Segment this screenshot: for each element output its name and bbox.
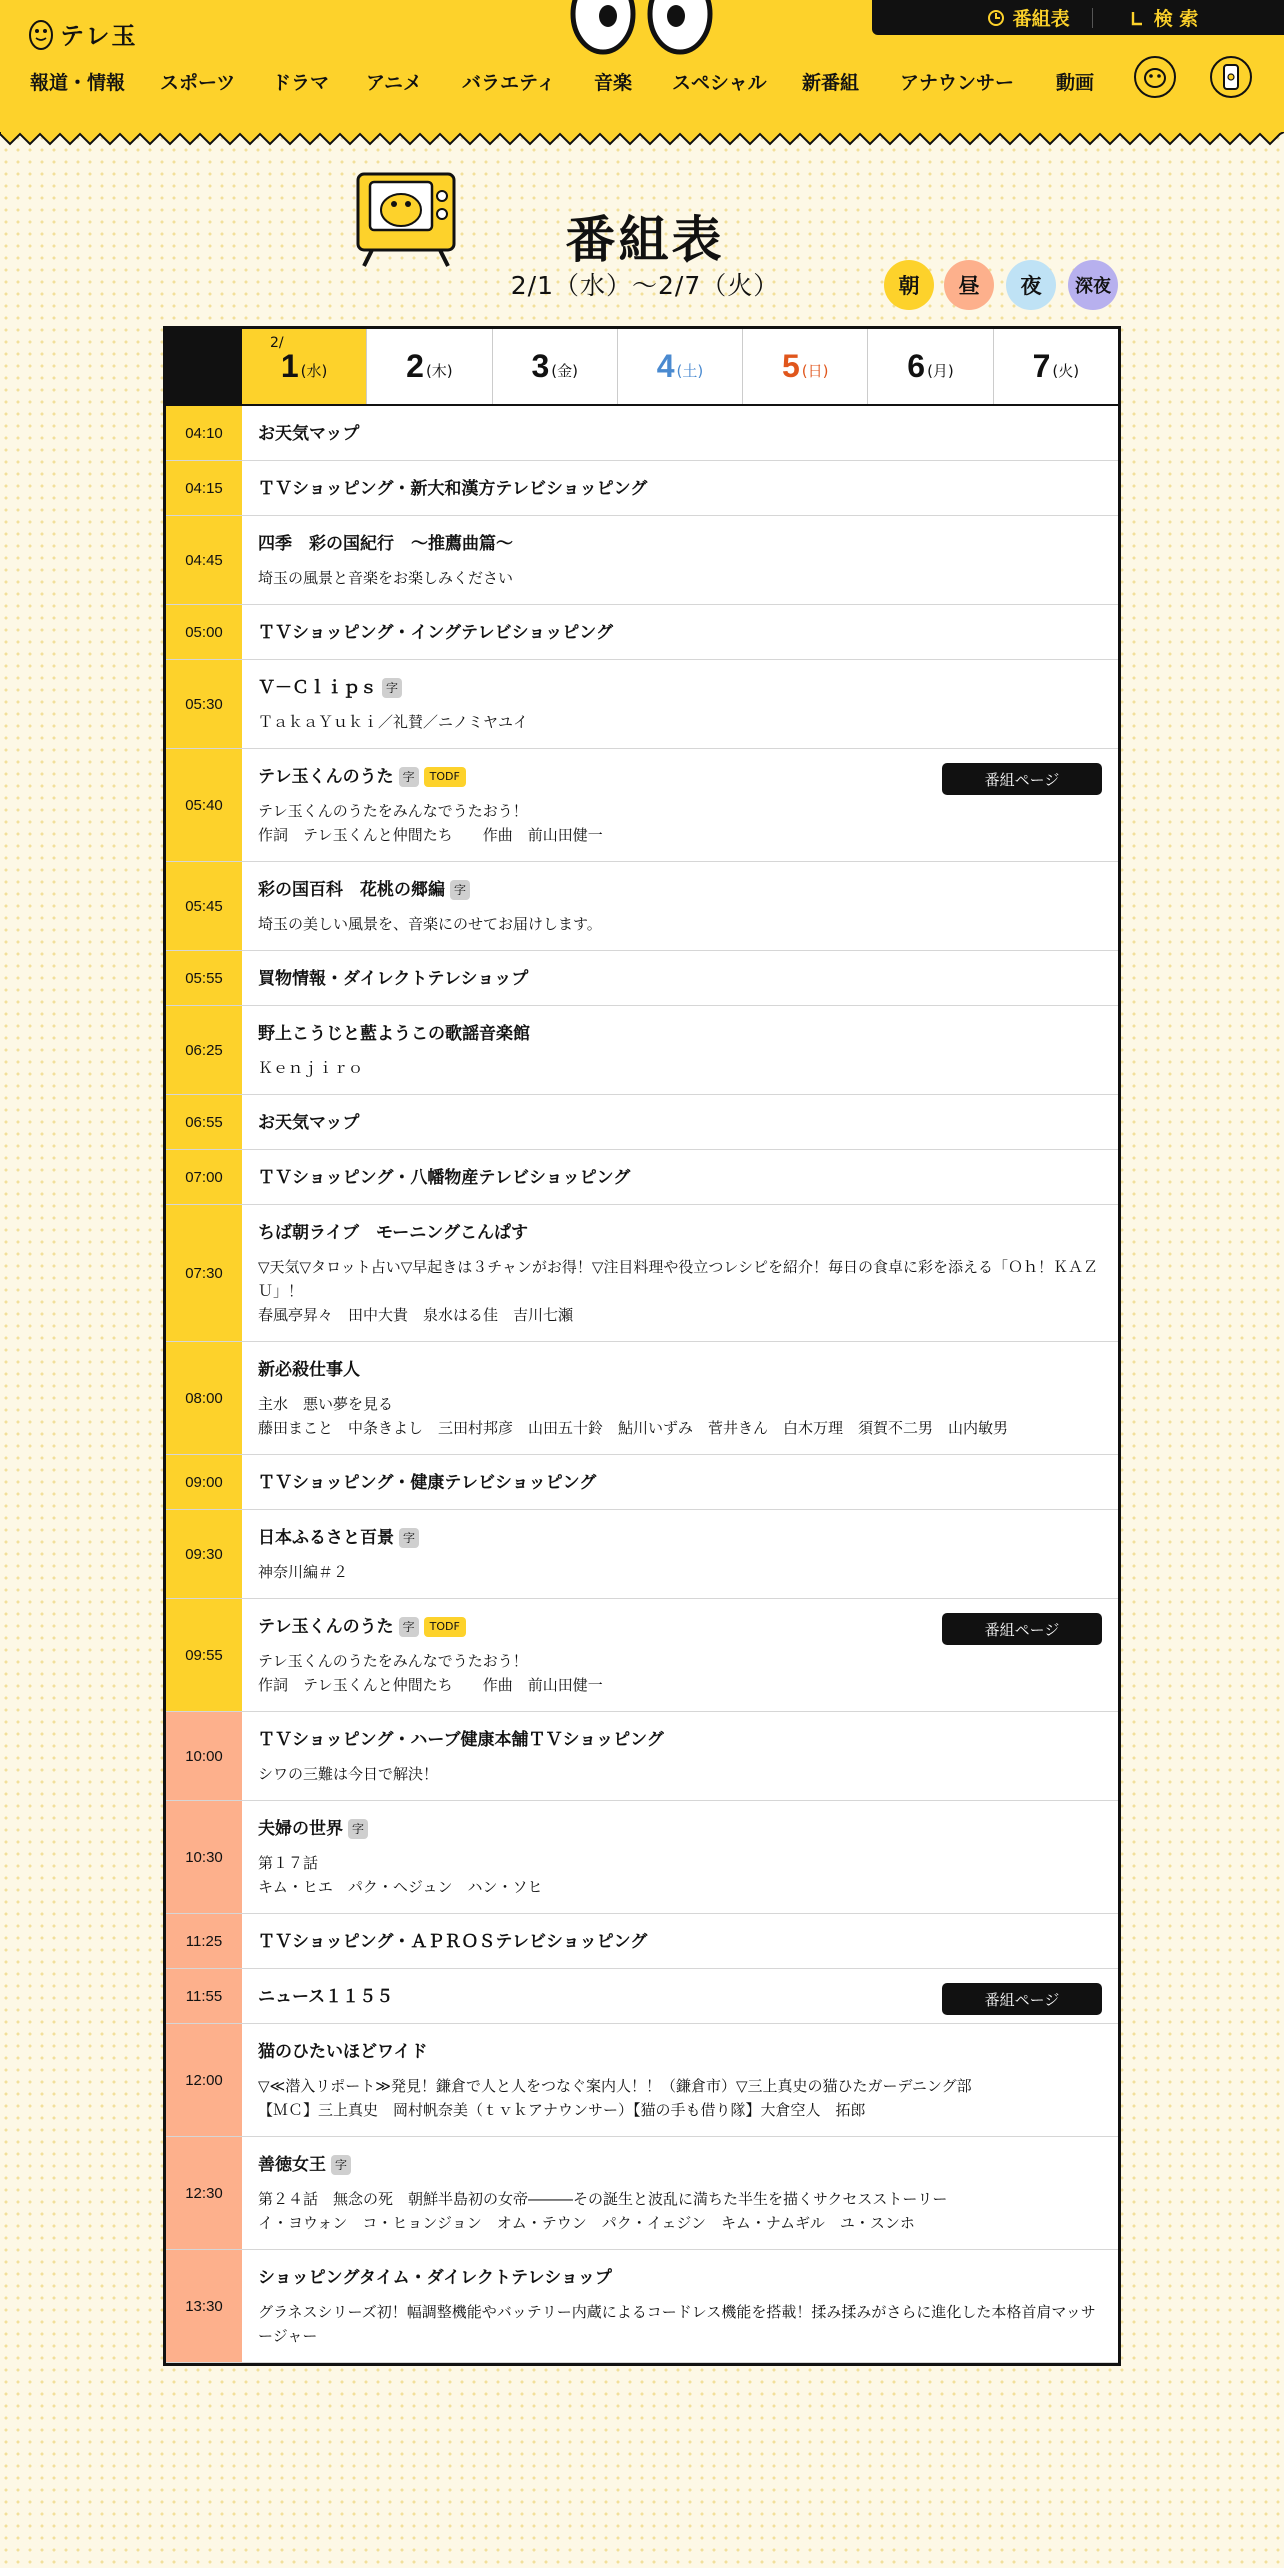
program-page-button[interactable]: 番組ページ bbox=[942, 1983, 1102, 2015]
program-time: 11:25 bbox=[166, 1914, 242, 1968]
nav-special[interactable]: スペシャル bbox=[672, 72, 767, 94]
day-tab-weekday: (水) bbox=[300, 362, 328, 380]
program-title-line bbox=[258, 967, 1102, 991]
program-title-line bbox=[258, 1022, 1102, 1046]
program-info bbox=[242, 516, 1118, 604]
page-title: 番組表 bbox=[565, 211, 725, 269]
program-time: 09:30 bbox=[166, 1510, 242, 1598]
program-title-line bbox=[258, 2040, 1102, 2064]
program-info bbox=[242, 1150, 1118, 1204]
day-tab-1[interactable] bbox=[242, 329, 366, 404]
subtitle-badge: 字 bbox=[331, 2155, 351, 2175]
program-title[interactable]: 善徳女王 bbox=[258, 2155, 326, 2175]
program-title-line bbox=[258, 1930, 1102, 1954]
schedule-link[interactable] bbox=[987, 4, 1070, 31]
program-title[interactable]: ショッピングタイム・ダイレクトテレショップ bbox=[258, 2268, 612, 2288]
program-title-line bbox=[258, 621, 1102, 645]
day-tab-number: 4 bbox=[656, 348, 675, 384]
program-time: 04:45 bbox=[166, 516, 242, 604]
program-description: 主水 悪い夢を見る 藤田まこと 中条きよし 三田村邦彦 山田五十鈴 鮎川いずみ 菅井きん 白木万理 須賀不二男 山内敏男 bbox=[258, 1395, 1009, 1437]
program-title-line bbox=[258, 878, 1102, 902]
mascot-link-icon[interactable] bbox=[1134, 56, 1176, 98]
program-title-line bbox=[258, 1358, 1102, 1382]
program-row[interactable] bbox=[166, 1599, 1118, 1712]
program-row[interactable] bbox=[166, 951, 1118, 1006]
program-row[interactable] bbox=[166, 749, 1118, 862]
todf-badge: TODF bbox=[424, 767, 466, 787]
mascot-eyes-icon bbox=[568, 0, 718, 64]
program-time: 13:30 bbox=[166, 2250, 242, 2362]
day-tab-weekday: (金) bbox=[551, 362, 578, 380]
program-row[interactable] bbox=[166, 605, 1118, 660]
nav-variety[interactable]: バラエティ bbox=[462, 72, 556, 94]
tv-mascot-icon bbox=[352, 168, 462, 268]
day-tab-6[interactable] bbox=[867, 329, 992, 404]
program-info bbox=[242, 1801, 1118, 1913]
subtitle-badge: 字 bbox=[399, 1528, 419, 1548]
program-info bbox=[242, 2137, 1118, 2249]
logo-text: テレ玉 bbox=[60, 21, 138, 50]
subtitle-badge: 字 bbox=[382, 678, 402, 698]
search-icon bbox=[1130, 9, 1146, 27]
program-info bbox=[242, 951, 1118, 1005]
program-info bbox=[242, 1006, 1118, 1094]
program-title-line bbox=[258, 1526, 1102, 1550]
nav-new-programs[interactable]: 新番組 bbox=[802, 72, 860, 94]
program-info bbox=[242, 1510, 1118, 1598]
program-title[interactable]: お天気マップ bbox=[258, 424, 360, 444]
program-info bbox=[242, 660, 1118, 748]
day-tab-number: 7 bbox=[1032, 348, 1051, 384]
program-title-line bbox=[258, 2153, 1102, 2177]
program-row[interactable] bbox=[166, 461, 1118, 516]
program-info bbox=[242, 1914, 1118, 1968]
day-tab-number: 5 bbox=[782, 348, 800, 384]
program-description: グラネスシリーズ初！幅調整機能やバッテリー内蔵によるコードレス機能を搭載！揉み揉みがさらに進化した本格首肩マッサージャー bbox=[258, 2303, 1096, 2345]
program-title[interactable]: 猫のひたいほどワイド bbox=[258, 2042, 428, 2062]
todf-badge: TODF bbox=[424, 1617, 466, 1637]
program-description: 埼玉の風景と音楽をお楽しみください bbox=[258, 569, 514, 587]
program-title[interactable]: 彩の国百科 花桃の郷編 bbox=[258, 880, 445, 900]
program-title-line bbox=[258, 422, 1102, 446]
program-time: 05:30 bbox=[166, 660, 242, 748]
program-time: 07:00 bbox=[166, 1150, 242, 1204]
program-title-line bbox=[258, 1221, 1102, 1245]
program-info bbox=[242, 2250, 1118, 2362]
program-title[interactable]: Ｖ－Ｃｌｉｐｓ bbox=[258, 678, 377, 698]
program-row[interactable] bbox=[166, 1801, 1118, 1914]
program-description: 第１７話 キム・ヒエ パク・ヘジュン ハン・ソヒ bbox=[258, 1854, 543, 1896]
program-list bbox=[166, 406, 1118, 2363]
program-row[interactable] bbox=[166, 2137, 1118, 2250]
program-page-button[interactable]: 番組ページ bbox=[942, 1613, 1102, 1645]
program-row[interactable] bbox=[166, 1342, 1118, 1455]
program-title[interactable]: テレ玉くんのうた bbox=[258, 767, 394, 787]
program-title[interactable]: 日本ふるさと百景 bbox=[258, 1528, 394, 1548]
day-tab-number: 6 bbox=[907, 348, 926, 384]
program-time: 05:55 bbox=[166, 951, 242, 1005]
day-tab-7[interactable] bbox=[993, 329, 1118, 404]
time-of-day-0[interactable]: 朝 bbox=[884, 260, 934, 310]
program-row[interactable] bbox=[166, 2250, 1118, 2363]
day-tab-weekday: (土) bbox=[676, 362, 704, 380]
program-row[interactable] bbox=[166, 1455, 1118, 1510]
program-description: 埼玉の美しい風景を、音楽にのせてお届けします。 bbox=[258, 915, 602, 933]
program-time: 05:45 bbox=[166, 862, 242, 950]
day-tab-number: 2 bbox=[406, 348, 424, 384]
day-tab-number: 1 bbox=[280, 348, 299, 384]
program-time: 06:25 bbox=[166, 1006, 242, 1094]
program-description: テレ玉くんのうたをみんなでうたおう！ 作詞 テレ玉くんと仲間たち 作曲 前山田健一 bbox=[258, 1652, 603, 1694]
program-description: テレ玉くんのうたをみんなでうたおう！ 作詞 テレ玉くんと仲間たち 作曲 前山田健一 bbox=[258, 802, 603, 844]
day-tabs bbox=[166, 329, 1118, 406]
program-time: 08:00 bbox=[166, 1342, 242, 1454]
program-title-line bbox=[258, 1817, 1102, 1841]
program-time: 10:00 bbox=[166, 1712, 242, 1800]
day-tab-weekday: (火) bbox=[1052, 362, 1080, 380]
top-utility-bar bbox=[872, 0, 1284, 35]
program-description: ＴａｋａＹｕｋｉ／礼賛／ニノミヤユイ bbox=[258, 713, 529, 731]
program-row[interactable] bbox=[166, 1150, 1118, 1205]
program-time: 11:55 bbox=[166, 1969, 242, 2023]
nav-news[interactable]: 報道・情報 bbox=[30, 72, 126, 94]
nav-music[interactable]: 音楽 bbox=[594, 72, 633, 94]
program-description: 神奈川編＃２ bbox=[258, 1563, 349, 1581]
program-row[interactable] bbox=[166, 1969, 1118, 2024]
program-info bbox=[242, 1455, 1118, 1509]
program-time: 06:55 bbox=[166, 1095, 242, 1149]
program-schedule bbox=[163, 326, 1121, 2366]
program-info bbox=[242, 1969, 1118, 2023]
program-title[interactable]: ＴＶショッピング・ハーブ健康本舗ＴＶショッピング bbox=[258, 1730, 664, 1750]
program-title-line bbox=[258, 2266, 1102, 2290]
program-row[interactable] bbox=[166, 406, 1118, 461]
program-time: 05:40 bbox=[166, 749, 242, 861]
program-time: 12:30 bbox=[166, 2137, 242, 2249]
program-title[interactable]: ＴＶショッピング・新大和漢方テレビショッピング bbox=[258, 479, 648, 499]
day-tab-number: 3 bbox=[531, 348, 550, 384]
program-row[interactable] bbox=[166, 1510, 1118, 1599]
program-description: ▽天気▽タロット占い▽早起きは３チャンがお得！▽注目料理や役立つレシピを紹介！毎日の食卓に彩を添える「Ｏｈ！ＫＡＺＵ」！ 春風亭昇々 田中大貴 泉水はる佳 吉川七瀬 bbox=[258, 1258, 1099, 1324]
program-info bbox=[242, 1342, 1118, 1454]
nav-video[interactable]: 動画 bbox=[1056, 72, 1095, 94]
program-title[interactable]: テレ玉くんのうた bbox=[258, 1617, 394, 1637]
program-info bbox=[242, 1205, 1118, 1341]
program-row[interactable] bbox=[166, 862, 1118, 951]
day-tab-weekday: (月) bbox=[927, 362, 954, 380]
program-time: 09:00 bbox=[166, 1455, 242, 1509]
program-description: ▽≪潜入リポート≫発見！鎌倉で人と人をつなぐ案内人！！（鎌倉市）▽三上真史の猫ひたガーデニング部 【ＭＣ】三上真史 岡村帆奈美（ｔｖｋアナウンサー）【猫の手も借り隊】大倉空人 拓郎 bbox=[258, 2077, 972, 2119]
nav-drama[interactable]: ドラマ bbox=[272, 72, 330, 94]
main-nav bbox=[0, 68, 1284, 98]
program-description: 第２４話 無念の死 朝鮮半島初の女帝―――その誕生と波乱に満ちた半生を描くサクセスストーリー イ・ヨウォン コ・ヒョンジョン オム・テウン パク・イェジン キム・ナムギル ユ・スンホ bbox=[258, 2190, 948, 2232]
program-row[interactable] bbox=[166, 1006, 1118, 1095]
divider bbox=[1092, 8, 1093, 28]
program-title-line bbox=[258, 1728, 1102, 1752]
day-tab-month: 2/ bbox=[270, 335, 284, 351]
program-time: 10:30 bbox=[166, 1801, 242, 1913]
program-info bbox=[242, 1599, 1118, 1711]
program-title[interactable]: 買物情報・ダイレクトテレショップ bbox=[258, 969, 529, 989]
program-title[interactable]: お天気マップ bbox=[258, 1113, 360, 1133]
nav-anime[interactable]: アニメ bbox=[366, 72, 423, 94]
day-tab-3[interactable] bbox=[492, 329, 617, 404]
program-info bbox=[242, 605, 1118, 659]
program-title[interactable]: ＴＶショッピング・八幡物産テレビショッピング bbox=[258, 1168, 631, 1188]
program-description: Ｋｅｎｊｉｒｏ bbox=[258, 1059, 364, 1077]
program-title-line bbox=[258, 1471, 1102, 1495]
clock-icon bbox=[987, 9, 1005, 27]
time-of-day-2[interactable]: 夜 bbox=[1006, 260, 1056, 310]
program-row[interactable] bbox=[166, 1914, 1118, 1969]
program-title-line bbox=[258, 676, 1102, 700]
program-time: 04:15 bbox=[166, 461, 242, 515]
day-tab-weekday: (日) bbox=[801, 362, 829, 380]
site-header bbox=[0, 0, 1284, 132]
program-time: 04:10 bbox=[166, 406, 242, 460]
time-of-day-3[interactable]: 深夜 bbox=[1068, 260, 1118, 310]
program-time: 09:55 bbox=[166, 1599, 242, 1711]
program-title-line bbox=[258, 477, 1102, 501]
program-info bbox=[242, 1712, 1118, 1800]
program-title-line bbox=[258, 1111, 1102, 1135]
teletama-mascot-icon bbox=[28, 14, 54, 52]
program-time: 07:30 bbox=[166, 1205, 242, 1341]
site-logo[interactable] bbox=[28, 14, 138, 52]
phone-app-link-icon[interactable] bbox=[1210, 56, 1252, 98]
program-row[interactable] bbox=[166, 1205, 1118, 1342]
program-row[interactable] bbox=[166, 660, 1118, 749]
program-title[interactable]: ＴＶショッピング・ＡＰＲＯＳテレビショッピング bbox=[258, 1932, 648, 1952]
program-description: シワの三難は今日で解決！ bbox=[258, 1765, 439, 1783]
search-link[interactable] bbox=[1130, 4, 1199, 31]
program-time: 12:00 bbox=[166, 2024, 242, 2136]
program-title-line bbox=[258, 1166, 1102, 1190]
program-title[interactable]: ＴＶショッピング・イングテレビショッピング bbox=[258, 623, 613, 643]
program-row[interactable] bbox=[166, 516, 1118, 605]
header-zigzag-edge bbox=[0, 132, 1284, 146]
nav-sports[interactable]: スポーツ bbox=[160, 72, 236, 94]
program-info bbox=[242, 862, 1118, 950]
subtitle-badge: 字 bbox=[348, 1819, 368, 1839]
program-time: 05:00 bbox=[166, 605, 242, 659]
program-title[interactable]: 新必殺仕事人 bbox=[258, 1360, 360, 1380]
day-tab-2[interactable] bbox=[366, 329, 491, 404]
day-tab-4[interactable] bbox=[617, 329, 742, 404]
program-info bbox=[242, 461, 1118, 515]
subtitle-badge: 字 bbox=[450, 880, 470, 900]
program-row[interactable] bbox=[166, 1712, 1118, 1801]
search-link-label: 検 索 bbox=[1153, 8, 1199, 30]
program-title-line bbox=[258, 532, 1102, 556]
day-tabs-corner bbox=[166, 329, 242, 404]
subtitle-badge: 字 bbox=[399, 767, 419, 787]
nav-announcers[interactable]: アナウンサー bbox=[900, 72, 1015, 94]
program-info bbox=[242, 406, 1118, 460]
program-info bbox=[242, 749, 1118, 861]
date-range: 2/1（水）〜2/7（火） bbox=[510, 271, 780, 300]
program-row[interactable] bbox=[166, 1095, 1118, 1150]
program-row[interactable] bbox=[166, 2024, 1118, 2137]
program-title[interactable]: 四季 彩の国紀行 ～推薦曲篇～ bbox=[258, 534, 513, 554]
subtitle-badge: 字 bbox=[399, 1617, 419, 1637]
day-tab-5[interactable] bbox=[742, 329, 867, 404]
program-title[interactable]: ＴＶショッピング・健康テレビショッピング bbox=[258, 1473, 597, 1493]
program-title[interactable]: ニュース１１５５ bbox=[258, 1987, 394, 2007]
program-title[interactable]: ちば朝ライブ モーニングこんぱす bbox=[258, 1223, 528, 1243]
program-title[interactable]: 野上こうじと藍ようこの歌謡音楽館 bbox=[258, 1024, 530, 1044]
program-title[interactable]: 夫婦の世界 bbox=[258, 1819, 343, 1839]
time-of-day-1[interactable]: 昼 bbox=[944, 260, 994, 310]
program-page-button[interactable]: 番組ページ bbox=[942, 763, 1102, 795]
schedule-link-label: 番組表 bbox=[1012, 8, 1070, 30]
program-info bbox=[242, 1095, 1118, 1149]
program-info bbox=[242, 2024, 1118, 2136]
day-tab-weekday: (木) bbox=[425, 362, 453, 380]
